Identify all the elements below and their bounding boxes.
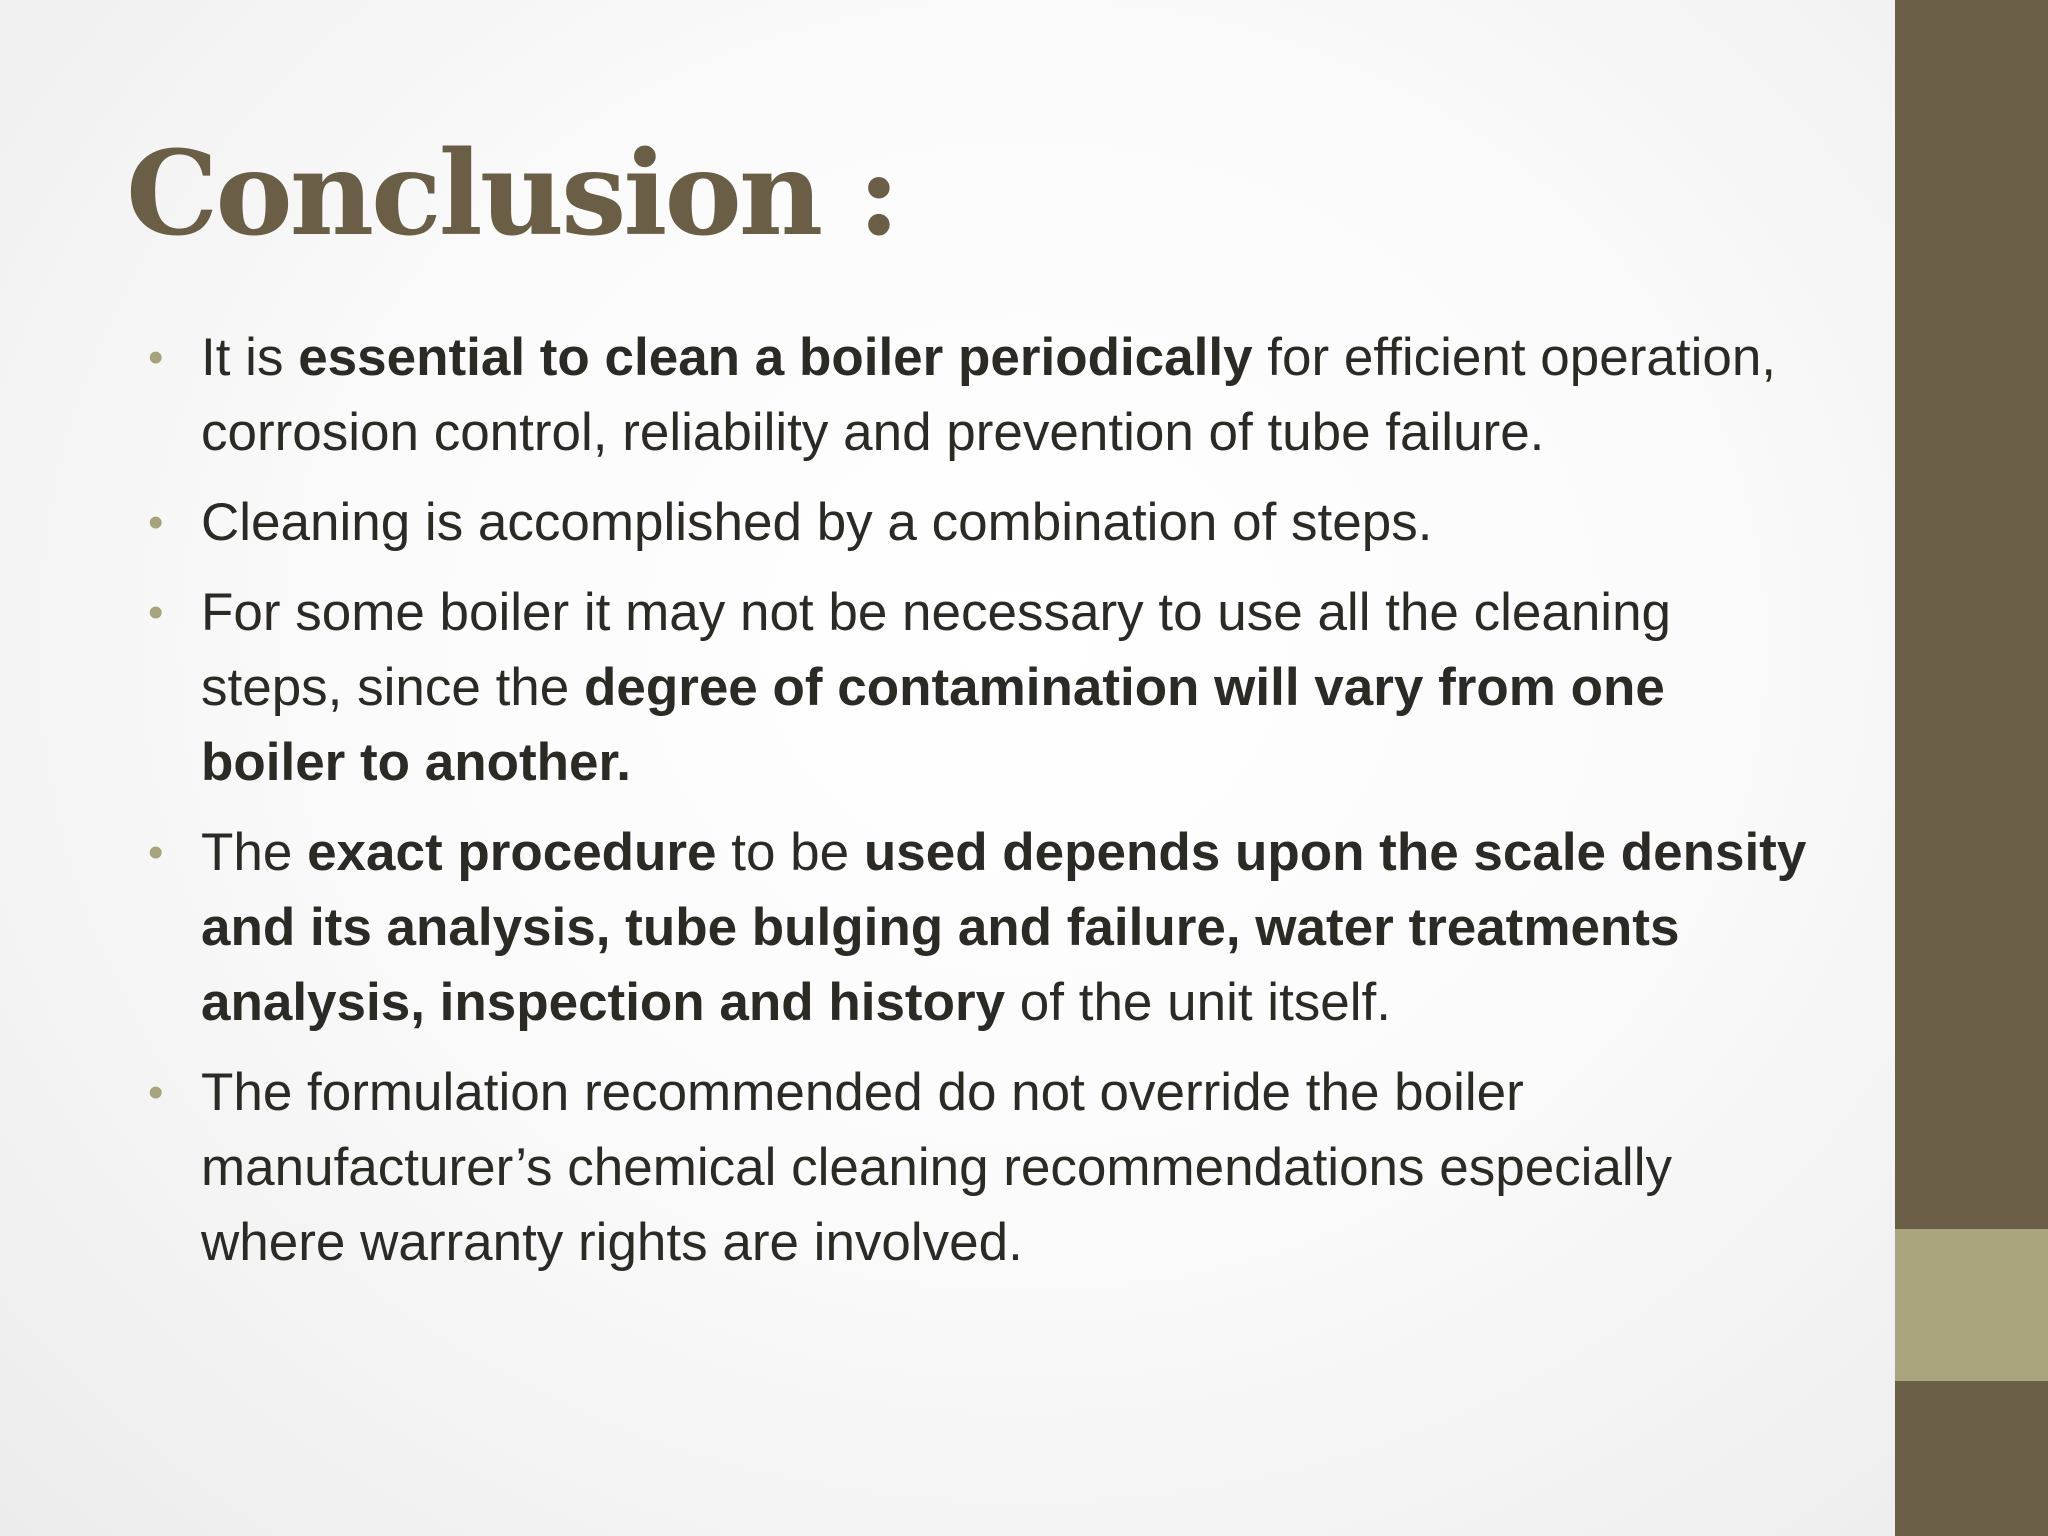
bullet-item-5	[148, 1055, 1808, 1280]
bullet-text-bold: used depends upon the scale density and its analysis, tube bulging and failure, water treatments analysis, inspection and history	[201, 823, 1807, 1032]
bullet-text-bold: degree of contamination will vary from one boiler to another.	[201, 658, 1665, 792]
bullet-text: of the unit itself.	[1005, 973, 1391, 1032]
side-accent-block	[1895, 1229, 2048, 1381]
bullet-text: It is	[201, 328, 299, 387]
bullet-text: The	[201, 823, 308, 882]
bullet-marker: •	[148, 333, 164, 382]
bullet-item-3	[148, 575, 1808, 800]
bullet-item-2	[148, 485, 1808, 560]
slide-title: Conclusion :	[126, 126, 898, 262]
bullet-text: For some boiler it may not be necessary to use all the cleaning steps, since the	[201, 583, 1672, 717]
bullet-item-4	[148, 815, 1808, 1040]
bullet-marker: •	[148, 828, 164, 877]
bullet-text: to be	[716, 823, 864, 882]
bullet-marker: •	[148, 1068, 164, 1117]
bullet-text: Cleaning is accomplished by a combination of steps.	[201, 493, 1433, 552]
bullet-text: for efficient operation, corrosion control, reliability and prevention of tube failure.	[201, 328, 1777, 462]
side-decoration-bar	[1895, 0, 2048, 1536]
bullet-text-bold: essential to clean a boiler periodically	[298, 328, 1253, 387]
bullet-marker: •	[148, 498, 164, 547]
bullet-list	[148, 320, 1808, 1295]
bullet-item-1	[148, 320, 1808, 470]
bullet-text: The formulation recommended do not override the boiler manufacturer’s chemical cleaning recommendations especially where warranty rights are involved.	[201, 1063, 1672, 1272]
bullet-marker: •	[148, 588, 164, 637]
bullet-text-bold: exact procedure	[307, 823, 717, 882]
